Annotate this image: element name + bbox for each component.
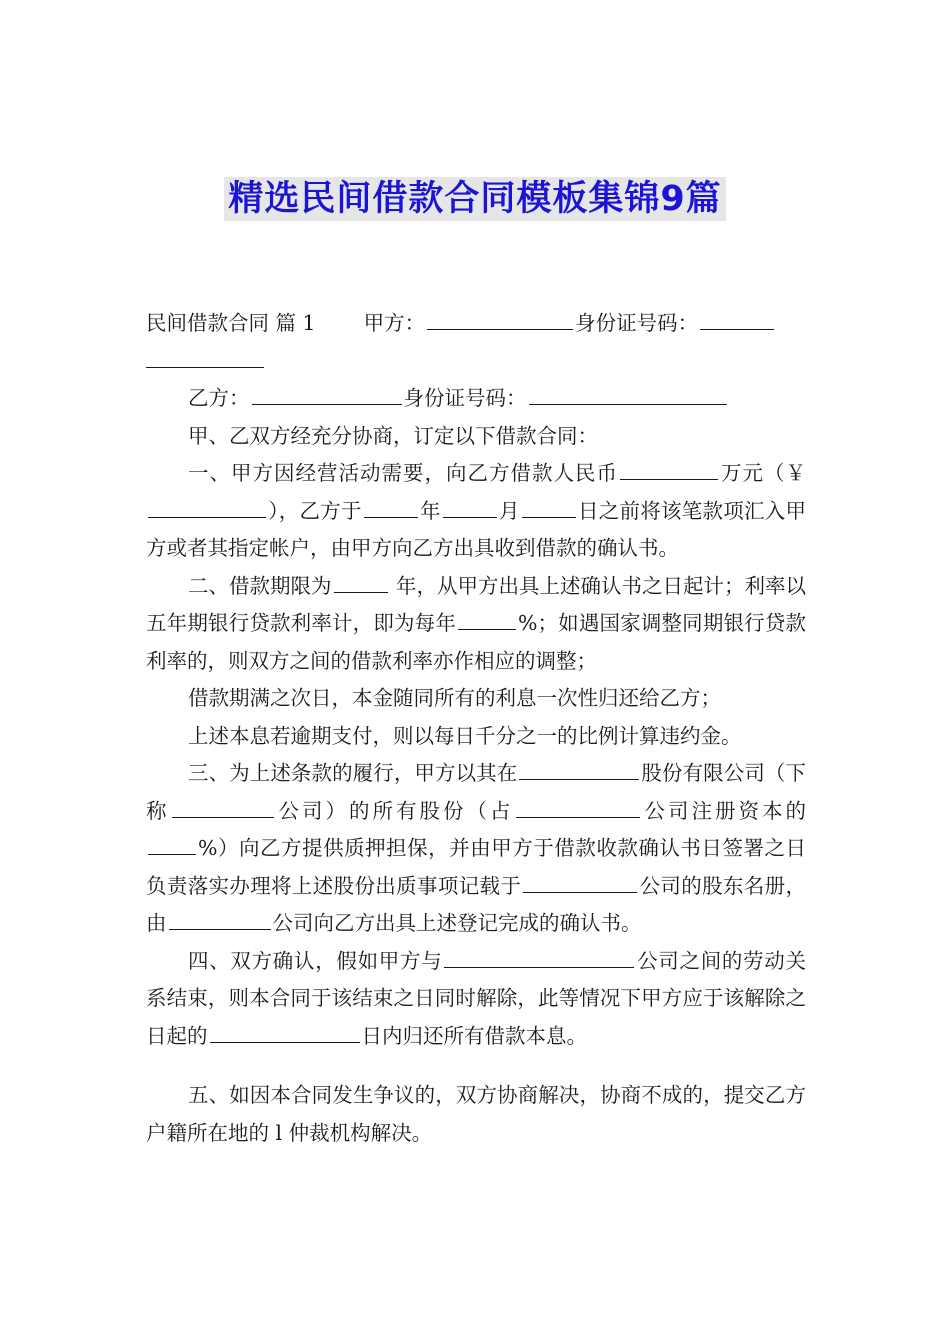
repayment-days-blank bbox=[210, 1024, 360, 1043]
id-number-b-label: 身份证号码： bbox=[403, 386, 527, 410]
month-blank bbox=[443, 499, 497, 518]
register-company-blank bbox=[523, 874, 637, 893]
party-a-blank bbox=[427, 311, 573, 330]
shares-percent-company-blank bbox=[516, 799, 640, 818]
year-blank bbox=[364, 499, 418, 518]
id-number-a-blank bbox=[700, 311, 774, 330]
day-blank bbox=[522, 499, 576, 518]
paragraph-clause-1: 一、甲方因经营活动需要，向乙方借款人民币 万元（￥），乙方于 年 月 日之前将该笔款项汇入甲方或者其指定帐户，由甲方向乙方出具收到借款的确认书。 bbox=[146, 461, 806, 560]
term-years-blank bbox=[334, 574, 388, 593]
employer-company-blank bbox=[444, 949, 634, 968]
id-number-a-blank-cont bbox=[146, 349, 264, 368]
id-number-a-label: 身份证号码： bbox=[575, 311, 699, 335]
company-name-blank bbox=[519, 761, 639, 780]
party-b-blank bbox=[252, 386, 402, 405]
paragraph-intro: 甲、乙双方经充分协商，订定以下借款合同： bbox=[188, 423, 598, 448]
id-number-b-blank bbox=[529, 386, 727, 405]
loan-amount-blank bbox=[620, 461, 718, 480]
paragraph-clause-4: 四、双方确认，假如甲方与 公司之间的劳动关系结束，则本合同于该结束之日同时解除，此等情况下甲方应于该解除之日起的 日内归还所有借款本息。 bbox=[146, 948, 807, 1048]
paragraph-clause-2: 二、借款期限为 年，从甲方出具上述确认书之日起计；利率以五年期银行贷款利率计，即为每年 %；如遇国家调整同期银行贷款利率的，则双方之间的借款利率亦作相应的调整； bbox=[146, 573, 807, 673]
interest-rate-blank bbox=[458, 611, 516, 630]
heading-line bbox=[146, 305, 806, 343]
paragraph-penalty: 上述本息若逾期支付，则以每日千分之一的比例计算违约金。 bbox=[188, 723, 742, 748]
loan-amount-figure-blank bbox=[148, 499, 266, 518]
contract-body bbox=[146, 305, 806, 1152]
issuing-company-blank bbox=[169, 911, 271, 930]
capital-percent-blank bbox=[148, 836, 196, 855]
document-title bbox=[0, 174, 950, 224]
party-a-label: 甲方： bbox=[363, 311, 426, 335]
heading-continuation bbox=[146, 343, 806, 381]
company-short-name-blank bbox=[172, 799, 274, 818]
document-title-text: 精选民间借款合同模板集锦9篇 bbox=[224, 177, 725, 221]
party-b-label: 乙方： bbox=[188, 386, 250, 410]
party-b-line bbox=[146, 380, 806, 418]
paragraph-clause-3: 三、为上述条款的履行，甲方以其在 股份有限公司（下称 公司）的所有股份（占 公司注册资本的 %）向乙方提供质押担保，并由甲方于借款收款确认书日签署之日负责落实办理将上述股份出质事项记载于 公司的股东名册，由 公司向乙方出具上述登记完成的确认书。 bbox=[146, 761, 807, 935]
contract-label: 民间借款合同 篇 1 bbox=[146, 311, 316, 335]
paragraph-maturity: 借款期满之次日，本金随同所有的利息一次性归还给乙方； bbox=[188, 686, 721, 710]
paragraph-clause-5: 五、如因本合同发生争议的，双方协商解决，协商不成的，提交乙方户籍所在地的 l 仲裁机构解决。 bbox=[146, 1083, 806, 1145]
